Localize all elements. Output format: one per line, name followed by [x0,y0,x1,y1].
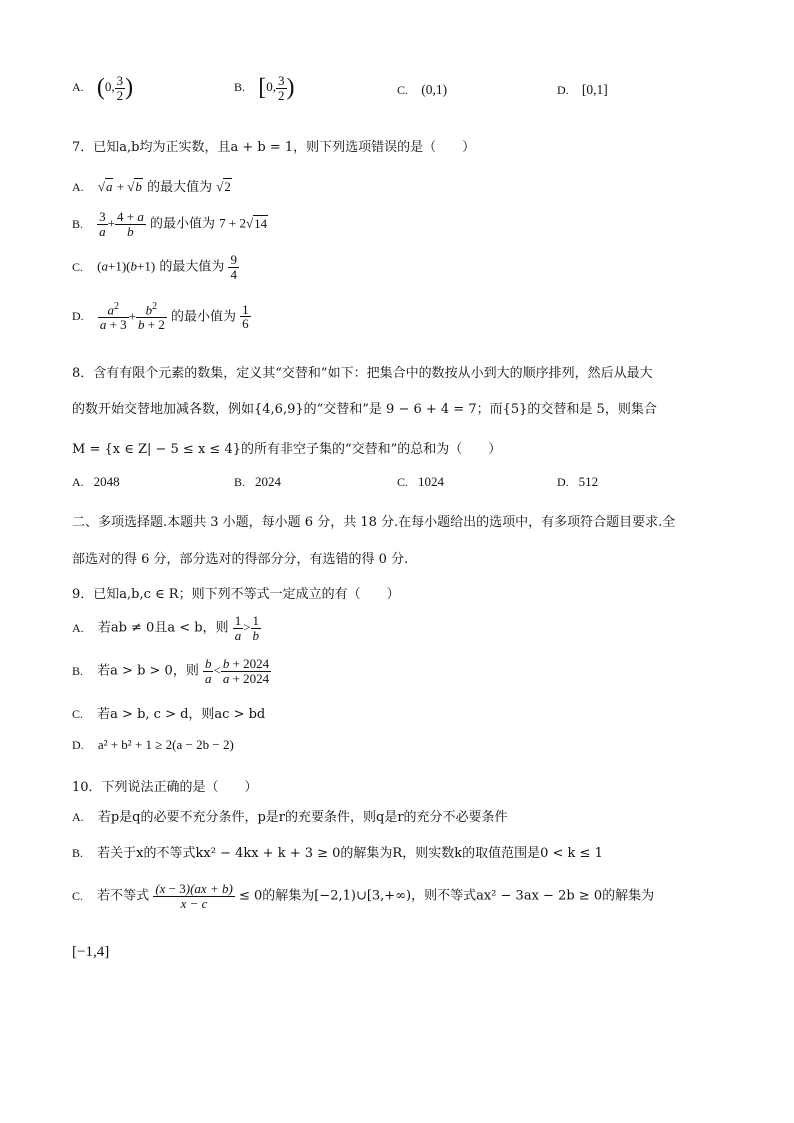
q8-line-2: 的数开始交替地加减各数，例如{4,6,9}的“交替和”是 9 − 6 + 4 = 7；而{5}的交替和是 5，则集合 [72,402,657,417]
q9-option-c: C. 若a > b, c > d，则ac > bd [72,707,266,722]
q8-line-1: 8．含有有限个元素的数集，定义其“交替和”如下：把集合中的数按从小到大的顺序排列，然后从最大 [72,366,653,381]
section-2-line-2: 部选对的得 6 分，部分选对的得部分分，有选错的得 0 分. [72,552,409,567]
section-2-line-1: 二、多项选择题.本题共 3 小题，每小题 6 分，共 18 分.在每小题给出的选项中，有多项符合题目要求.全 [72,515,676,530]
q6-option-b: B. [0, $\frac{3}{2}$ ) [234,73,295,103]
q7-option-c: C. (a+1)(b+1) 的最大值为 $\frac{9}{4}$ [72,252,237,282]
q8-option-d: D. 512 [557,474,599,489]
q9-option-a: A. 若ab ≠ 0且a < b，则 $\frac{1}{a}$ > $\frac{1}{b}$ [72,613,260,643]
q6-option-d: D. [0,1] [557,82,608,97]
q8-option-a: A. 2048 [72,474,120,489]
q8-option-c: C. 1024 [397,474,445,489]
q7-option-a: A. √a + √b 的最大值为 √2 [72,179,231,195]
q10-stem: 10．下列说法正确的是（ ） [72,780,258,795]
q8-line-3: M = {x ∈ Z| − 5 ≤ x ≤ 4}的所有非空子集的“交替和”的总和为（ ） [72,442,502,457]
q10-option-c-continuation: [−1,4] [72,944,110,960]
q6-option-c: C. (0,1) [397,82,448,97]
q7-option-b: B. $\frac{3}{a}$ + $\frac{4 + a}{b}$ 的最小值为 7 + 2√14 [72,209,268,239]
q9-option-d: D. a² + b² + 1 ≥ 2(a − 2b − 2) [72,737,234,752]
q6-option-a: A. (0, $\frac{3}{2}$ ) [72,73,134,103]
q7-option-d: D. $\frac{a^2}{a + 3}$ + $\frac{b^2}{b + 2}$ 的最小值为 $\frac{1}{6}$ [72,301,249,332]
q10-option-c: C. 若不等式 $\frac{(x - 3)(ax + b)}{x - c}$ ≤ 0的解集为[−2,1)∪[3,+∞)，则不等式ax² − 3ax − 2b ≥ 0的解集为 [72,881,655,911]
q7-stem: 7．已知a,b均为正实数，且a + b = 1，则下列选项错误的是（ ） [72,140,476,155]
q10-option-b: B. 若关于x的不等式kx² − 4kx + k + 3 ≥ 0的解集为R，则实数k的取值范围是0 < k ≤ 1 [72,846,603,861]
q9-stem: 9．已知a,b,c ∈ R；则下列不等式一定成立的有（ ） [72,587,400,602]
q8-option-b: B. 2024 [234,474,282,489]
q10-option-a: A. 若p是q的必要不充分条件，p是r的充要条件，则q是r的充分不必要条件 [72,810,508,825]
q9-option-b: B. 若a > b > 0，则 $\frac{b}{a}$ < $\frac{b + 2024}{a + 2024}$ [72,656,270,686]
